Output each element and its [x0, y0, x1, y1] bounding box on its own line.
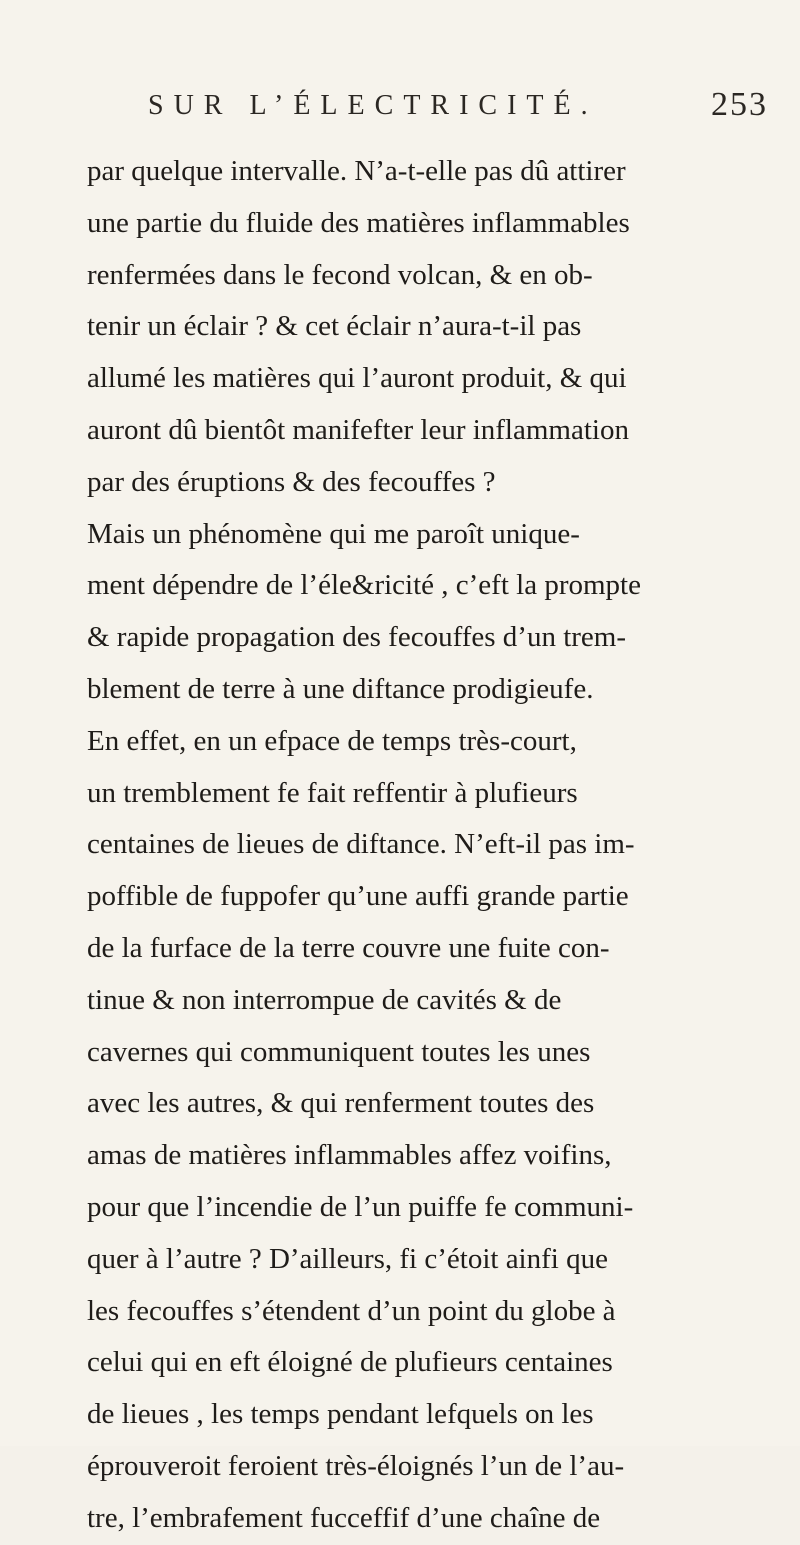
text-line: les fecouffes s’étendent d’un point du globe à	[87, 1294, 616, 1327]
text-line: par quelque intervalle. N’a-t-elle pas dû attirer	[87, 155, 626, 187]
text-line: un tremblement fe fait reffentir à plufieurs	[87, 776, 578, 809]
text-line: tre, l’embrafement fucceffif d’une chaîne de	[87, 1501, 601, 1534]
text-line: de lieues , les temps pendant lefquels on les	[87, 1398, 594, 1431]
text-line: une partie du fluide des matières inflammables	[87, 206, 630, 239]
text-line: avec les autres, & qui renferment toutes des	[87, 1087, 595, 1120]
page-number: 253	[711, 86, 768, 123]
text-line: & rapide propagation des fecouffes d’un trem-	[87, 621, 626, 654]
text-line: blement de terre à une diftance prodigieufe.	[87, 672, 594, 705]
text-line: cavernes qui communiquent toutes les unes	[87, 1035, 591, 1068]
text-line: tenir un éclair ? & cet éclair n’aura-t-il pas	[87, 310, 582, 343]
text-line: amas de matières inflammables affez voifins,	[87, 1139, 612, 1172]
text-line: En effet, en un efpace de temps très-court,	[87, 724, 577, 757]
running-title: SUR L’ÉLECTRICITÉ.	[148, 90, 598, 121]
text-line: auront dû bientôt manifefter leur inflammation	[87, 413, 629, 446]
text-line: Mais un phénomène qui me paroît unique-	[87, 517, 580, 550]
text-line: celui qui en eft éloigné de plufieurs centaines	[87, 1346, 613, 1379]
text-line: ment dépendre de l’éle&ricité , c’eft la prompte	[87, 569, 641, 602]
text-line: tinue & non interrompue de cavités & de	[87, 983, 562, 1016]
page-header	[148, 86, 768, 138]
body-text	[87, 146, 763, 1545]
text-line: renfermées dans le fecond volcan, & en ob-	[87, 258, 593, 291]
text-line: par des éruptions & des fecouffes ?	[87, 465, 496, 498]
text-line: éprouveroit feroient très-éloignés l’un de l’au-	[87, 1449, 625, 1482]
text-line: poffible de fuppofer qu’une auffi grande partie	[87, 880, 629, 913]
text-line: allumé les matières qui l’auront produit, & qui	[87, 362, 627, 395]
text-line: pour que l’incendie de l’un puiffe fe communi-	[87, 1190, 634, 1223]
text-line: quer à l’autre ? D’ailleurs, fi c’étoit ainfi que	[87, 1242, 608, 1275]
text-line: de la furface de la terre couvre une fuite con-	[87, 931, 610, 964]
text-line: centaines de lieues de diftance. N’eft-il pas im-	[87, 828, 635, 861]
